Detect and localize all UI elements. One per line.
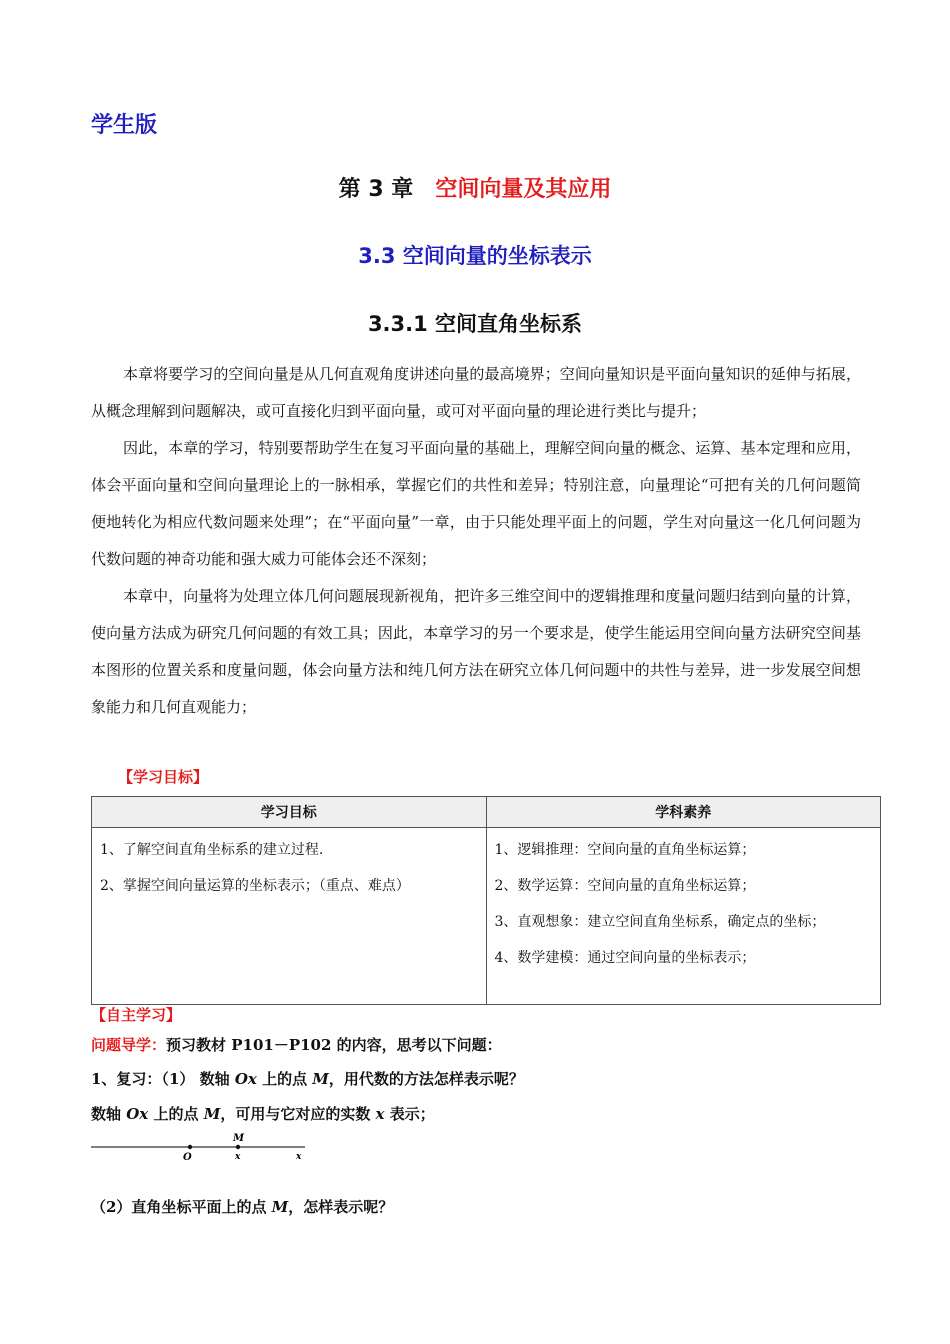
literacy-item: 3、直观想象：建立空间直角坐标系，确定点的坐标； bbox=[494, 914, 826, 930]
axis-label: x bbox=[296, 1152, 302, 1162]
origin-dot bbox=[188, 1145, 192, 1149]
literacy-item: 1、逻辑推理：空间向量的直角坐标运算； bbox=[494, 842, 756, 858]
guide-line bbox=[91, 1034, 502, 1055]
guide-text: 预习教材 P101－P102 的内容，思考以下问题： bbox=[166, 1036, 502, 1054]
intro-paragraph: 本章将要学习的空间向量是从几何直观角度讲述向量的最高境界；空间向量知识是平面向量知识的延伸与拓展，从概念理解到问题解决，或可直接化归到平面向量，或可对平面向量的理论进行类比与提升； bbox=[91, 365, 861, 420]
number-line-figure bbox=[91, 1128, 321, 1164]
a1-mid2: ，可用与它对应的实数 bbox=[220, 1105, 376, 1123]
self-study-label: 【自主学习】 bbox=[91, 1006, 182, 1024]
question-2 bbox=[91, 1196, 393, 1217]
section-title: 3.3 空间向量的坐标表示 bbox=[358, 244, 592, 268]
intro-text bbox=[91, 356, 861, 726]
goal-item: 2、掌握空间向量运算的坐标表示；（重点、难点） bbox=[100, 878, 410, 894]
q1-mid: 上的点 bbox=[256, 1070, 313, 1088]
answer-1 bbox=[91, 1103, 435, 1124]
a1-var: x bbox=[375, 1105, 385, 1123]
q1-prefix: 1、复习：（1） 数轴 bbox=[91, 1070, 235, 1088]
chapter-number: 第 3 章 bbox=[338, 177, 414, 202]
literacy-header: 学科素养 bbox=[486, 797, 881, 828]
literacy-item: 4、数学建模：通过空间向量的坐标表示； bbox=[494, 950, 756, 966]
chapter-name: 空间向量及其应用 bbox=[435, 177, 612, 202]
goals-table bbox=[91, 796, 881, 1005]
point-m-label: M bbox=[233, 1133, 245, 1144]
literacy-cell bbox=[486, 828, 881, 1005]
q1-point: M bbox=[312, 1070, 329, 1088]
intro-paragraph: 因此，本章的学习，特别要帮助学生在复习平面向量的基础上，理解空间向量的概念、运算、基本定理和应用，体会平面向量和空间向量理论上的一脉相承，掌握它们的共性和差异；特别注意，向量理论“可把有关的几何问题简便地转化为相应代数问题来处理”；在“平面向量”一章，由于只能处理平面上的问题，学生对向量这一化几何问题为代数问题的神奇功能和强大威力可能体会还不深刻； bbox=[91, 439, 861, 568]
chapter-title bbox=[0, 172, 950, 203]
a1-suffix: 表示； bbox=[384, 1105, 435, 1123]
q2-suffix: ，怎样表示呢？ bbox=[288, 1198, 394, 1216]
a1-point: M bbox=[203, 1105, 221, 1123]
q1-suffix: ，用代数的方法怎样表示呢？ bbox=[328, 1070, 524, 1088]
q1-axis: Ox bbox=[234, 1070, 257, 1088]
goals-label: 【学习目标】 bbox=[118, 768, 209, 786]
question-1 bbox=[91, 1068, 524, 1089]
literacy-item: 2、数学运算：空间向量的直角坐标运算； bbox=[494, 878, 756, 894]
subsection-title: 3.3.1 空间直角坐标系 bbox=[367, 312, 583, 336]
goal-item: 1、了解空间直角坐标系的建立过程. bbox=[100, 842, 324, 858]
q2-prefix: （2）直角坐标平面上的点 bbox=[91, 1198, 272, 1216]
point-m-dot bbox=[236, 1145, 240, 1149]
a1-mid: 上的点 bbox=[148, 1105, 204, 1123]
q2-point: M bbox=[271, 1198, 289, 1216]
a1-axis: Ox bbox=[126, 1105, 149, 1123]
guide-label: 问题导学： bbox=[91, 1036, 167, 1054]
version-label: 学生版 bbox=[91, 113, 158, 138]
intro-paragraph: 本章中，向量将为处理立体几何问题展现新视角，把许多三维空间中的逻辑推理和度量问题归结到向量的计算，使向量方法成为研究几何问题的有效工具；因此，本章学习的另一个要求是，使学生能运用空间向量方法研究空间基本图形的位置关系和度量问题，体会向量方法和纯几何方法在研究立体几何问题中的共性与差异，进一步发展空间想象能力和几何直观能力； bbox=[91, 587, 861, 716]
origin-label: O bbox=[183, 1152, 192, 1163]
a1-prefix: 数轴 bbox=[91, 1105, 127, 1123]
goals-header: 学习目标 bbox=[92, 797, 487, 828]
goals-cell bbox=[92, 828, 487, 1005]
point-m-coord: x bbox=[235, 1152, 241, 1162]
